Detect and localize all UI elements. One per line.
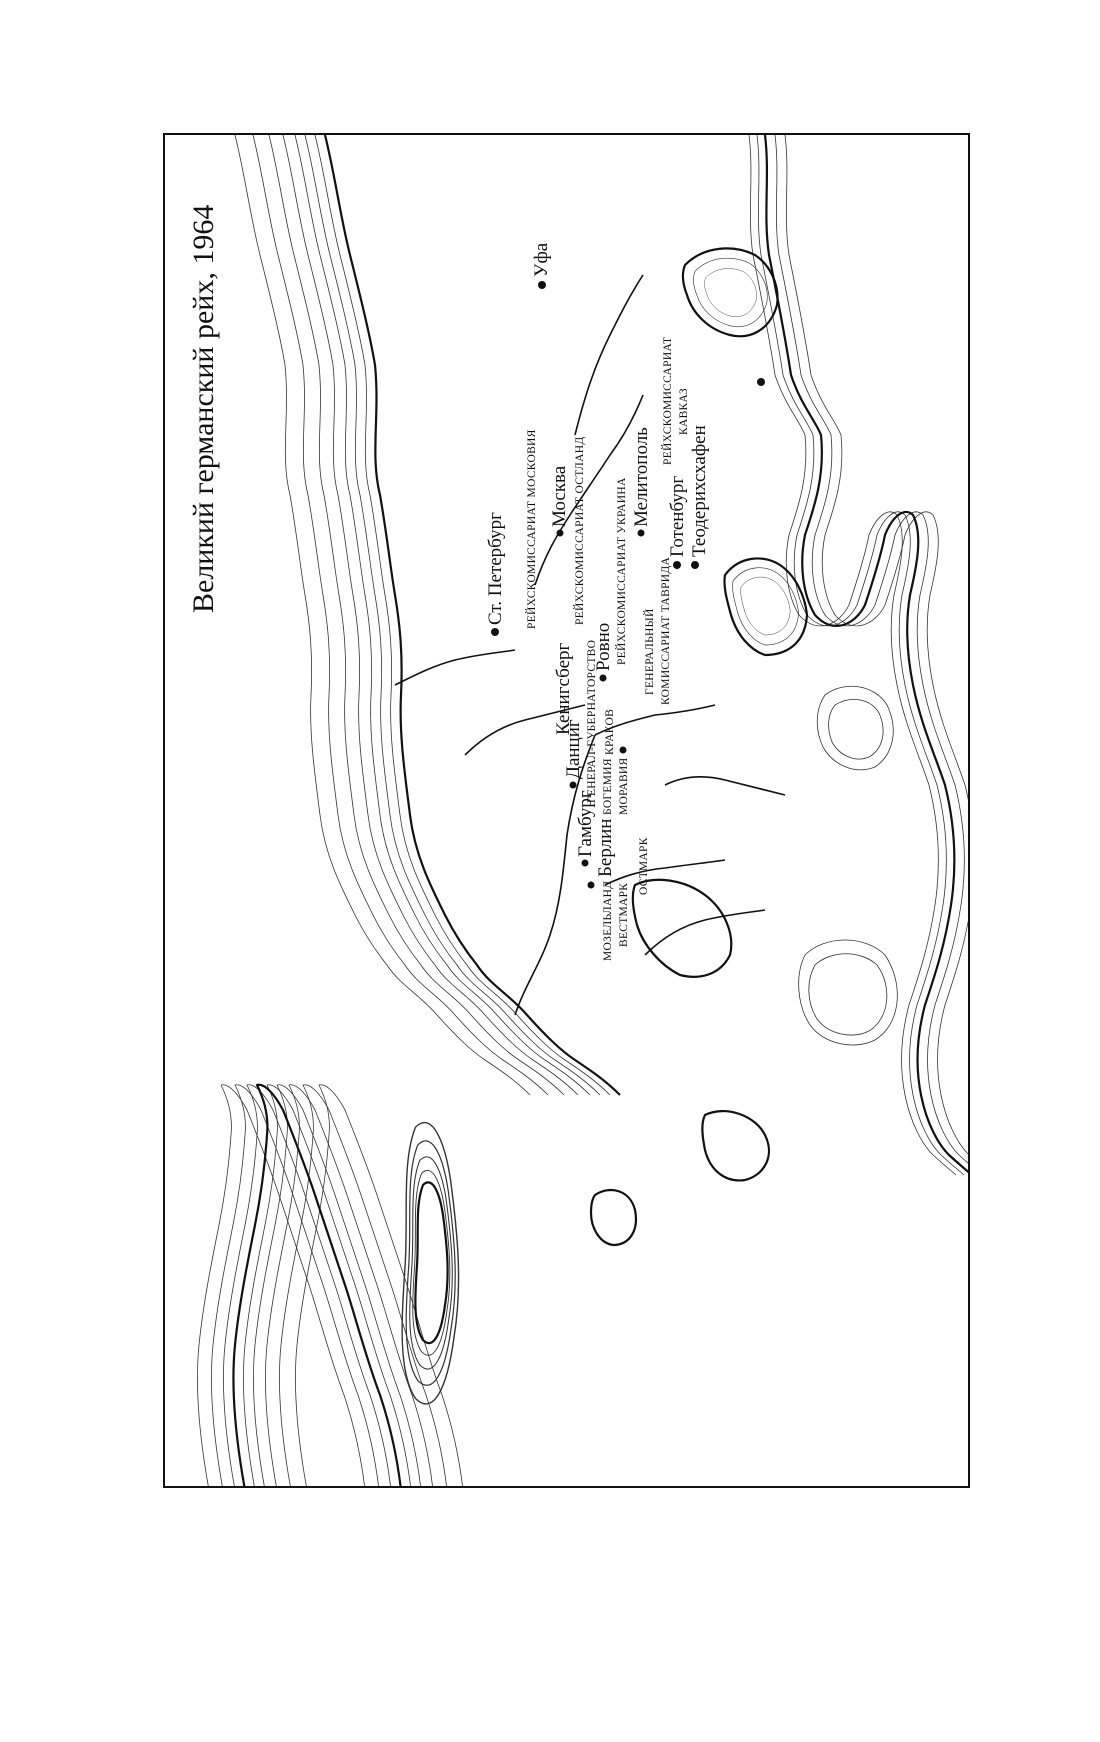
- city-label-berlin: Берлин: [595, 818, 616, 877]
- city-dot-gotenburg: [673, 561, 681, 569]
- city-label-moscow: Москва: [549, 465, 570, 527]
- region-label-ostmark: ОСТМАРК: [638, 837, 650, 895]
- city-dot-berlin: [588, 882, 595, 889]
- region-label-kavkaz-1: РЕЙХСКОМИССАРИАТ: [662, 336, 674, 465]
- region-label-moselland: МОЗЕЛЬЛАНД: [602, 880, 614, 961]
- city-dot-theoderichshafen: [691, 561, 699, 569]
- region-label-bohemia: БОГЕМИЯ: [602, 758, 614, 815]
- region-label-gen-kom-2: КОМИССАРИАТ ТАВРИДА: [660, 556, 672, 705]
- map-frame: [163, 133, 970, 1488]
- city-label-gotenburg: Готенбург: [667, 475, 688, 557]
- city-label-theoderichshafen: Теодерихсхафен: [689, 425, 710, 557]
- city-label-konigsberg: Кенигсберг: [553, 642, 574, 735]
- region-label-kavkaz-2: КАВКАЗ: [678, 388, 690, 435]
- city-dot-rovno: [600, 675, 607, 682]
- city-dot-ufa: [538, 281, 546, 289]
- city-dot-krakow: [620, 747, 627, 754]
- city-dot-melitopol: [638, 530, 645, 537]
- region-label-gen-gub: ГЕНЕРАЛ-ГУБЕРНАТОРСТВО: [586, 639, 598, 803]
- city-dot-kavkaz: [757, 378, 765, 386]
- city-dot-danzig: [570, 782, 577, 789]
- region-label-moskovia: РЕЙХСКОМИССАРИАТ МОСКОВИЯ: [526, 429, 538, 629]
- city-label-hamburg: Гамбург: [575, 790, 596, 857]
- region-label-moravia: МОРАВИЯ: [618, 757, 630, 815]
- city-label-st-petersburg: Ст. Петербург: [485, 512, 506, 625]
- map-title: Великий германский рейх, 1964: [187, 204, 220, 613]
- region-label-ukraina: РЕЙХСКОМИССАРИАТ УКРАИНА: [616, 477, 628, 665]
- city-label-melitopol: Мелитополь: [631, 427, 652, 527]
- region-label-ostland: РЕЙХСКОМИССАРИАТ ОСТЛАНД: [574, 436, 586, 625]
- map-canvas: [165, 135, 970, 1488]
- city-label-ufa: Уфа: [531, 242, 552, 277]
- region-label-gen-kom-1: ГЕНЕРАЛЬНЫЙ: [644, 608, 656, 695]
- city-dot-hamburg: [582, 860, 589, 867]
- city-dot-st-petersburg: [491, 628, 499, 636]
- region-label-krakow: КРАКОВ: [604, 708, 616, 755]
- city-dot-moscow: [557, 530, 564, 537]
- city-label-danzig: Данциг: [563, 719, 584, 779]
- city-label-rovno: Ровно: [593, 622, 614, 671]
- region-label-westmark: ВЕСТМАРК: [618, 882, 630, 947]
